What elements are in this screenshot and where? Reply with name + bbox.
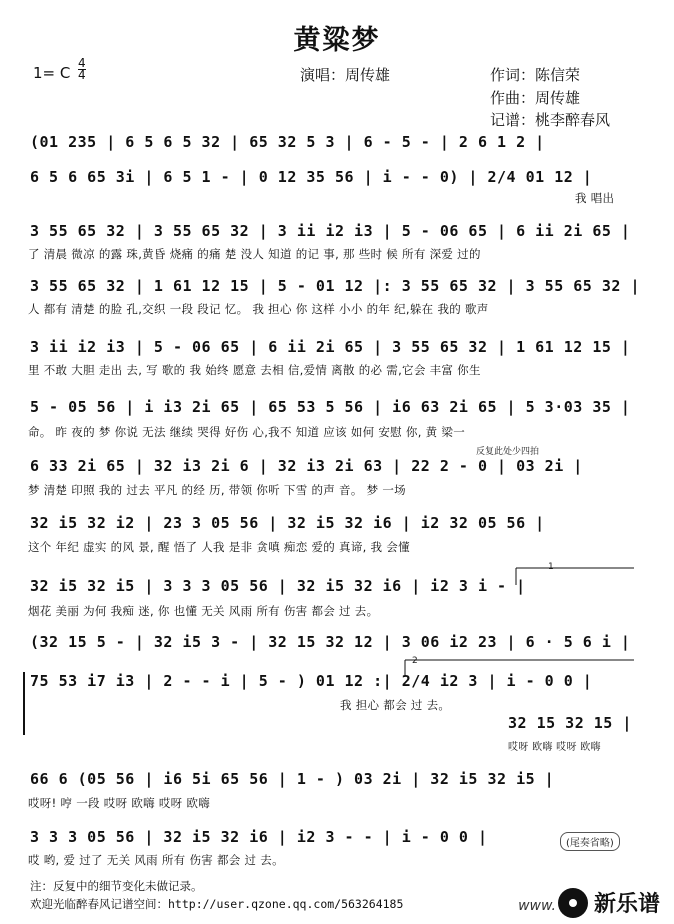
score-row-2: 6 5 6 65 3i | 6 5 1 - | 0 12 35 56 | i - - 0) | 2/4 01 12 | [30, 168, 593, 186]
score-row-8: 32 i5 32 i2 | 23 3 05 56 | 32 i5 32 i6 | i2 32 05 56 | [30, 514, 545, 532]
score-row-11: 75 53 i7 i3 | 2 - - i | 5 - ) 01 12 :| 2/4 i2 3 | i - 0 0 | [30, 672, 593, 690]
lyrics-row-13: 哎呀! 哼 一段 哎呀 欧嗨 哎呀 欧嗨 [28, 796, 211, 810]
composer-credit: 作曲：周传雄 [490, 89, 581, 107]
page-title: 黄粱梦 [293, 25, 381, 56]
lyrics-row-11: 我 担心 都会 过 去。 [340, 698, 451, 712]
transcriber-credit: 记谱：桃李醉春风 [490, 111, 611, 129]
lyrics-row-7: 梦 清楚 印照 我的 过去 平凡 的经 历, 带领 你听 下雪 的声 音。 梦 一场 [28, 483, 406, 497]
score-row-3: 3 55 65 32 | 3 55 65 32 | 3 ii i2 i3 | 5 - 06 65 | 6 ii 2i 65 | [30, 222, 631, 240]
lyrics-row-12: 哎呀 欧嗨 哎呀 欧嗨 [508, 742, 601, 753]
lyrics-row-8: 这个 年纪 虚实 的风 景, 醒 悟了 人我 是非 贪嗔 痴恋 爱的 真谛, 我 会懂 [28, 540, 410, 554]
score-row-1: (01 235 | 6 5 6 5 32 | 65 32 5 3 | 6 - 5 - | 2 6 1 2 | [30, 133, 545, 151]
disc-icon [558, 888, 588, 918]
lyrics-row-2: 我 唱出 [575, 191, 615, 205]
score-row-6: 5 - 05 56 | i i3 2i 65 | 65 53 5 56 | i6 63 2i 65 | 5 3·03 35 | [30, 398, 631, 416]
lyrics-row-14: 哎 哟, 爱 过了 无关 风雨 所有 伤害 都会 过 去。 [28, 853, 284, 867]
end-note: (尾奏省略) [560, 832, 620, 851]
footer-welcome: 欢迎光临醉春风记谱空间：http://user.qzone.qq.com/563264185 [30, 897, 404, 911]
lyrics-row-4: 人 都有 清楚 的脸 孔,交织 一段 段记 忆。 我 担心 你 这样 小小 的年 纪,躲在 我的 歌声 [28, 302, 489, 316]
brand-logo [558, 887, 660, 918]
score-row-9: 32 i5 32 i5 | 3 3 3 05 56 | 32 i5 32 i6 | i2 3 i - | [30, 577, 526, 595]
lyricist-credit: 作词：陈信荣 [490, 66, 581, 84]
lyrics-row-5: 里 不敢 大胆 走出 去, 写 歌的 我 始终 愿意 去相 信,爱情 离散 的必 需,它会 丰富 你生 [28, 363, 481, 377]
lyrics-row-9: 烟花 美丽 为何 我痴 迷, 你 也懂 无关 风雨 所有 伤害 都会 过 去。 [28, 604, 379, 618]
volta-1-label: 1 [548, 562, 554, 572]
lyrics-row-6: 命。 昨 夜的 梦 你说 无法 继续 哭得 好伤 心,我不 知道 应该 如何 安慰 你, 黄 梁一 [28, 425, 465, 439]
time-sig-top: 4 [78, 56, 86, 70]
time-sig-bottom: 4 [78, 68, 86, 82]
key-signature: 1= C [33, 64, 71, 82]
repeat-annotation: 反复此处少四拍 [476, 447, 540, 457]
score-row-5: 3 ii i2 i3 | 5 - 06 65 | 6 ii 2i 65 | 3 55 65 32 | 1 61 12 15 | [30, 338, 631, 356]
score-row-10: (32 15 5 - | 32 i5 3 - | 32 15 32 12 | 3 06 i2 23 | 6 · 5 6 i | [30, 633, 631, 651]
lyrics-row-3: 了 清晨 微凉 的露 珠,黄昏 烧痛 的痛 楚 没人 知道 的记 事, 那 些时 候 所有 深爱 过的 [28, 247, 481, 261]
watermark-text: www. [518, 898, 556, 914]
volta-2-label: 2 [412, 656, 418, 666]
singer-credit: 演唱：周传雄 [300, 66, 391, 84]
score-row-4: 3 55 65 32 | 1 61 12 15 | 5 - 01 12 |: 3 55 65 32 | 3 55 65 32 | [30, 277, 640, 295]
footer-note: 注：反复中的细节变化未做记录。 [30, 879, 203, 893]
score-row-7: 6 33 2i 65 | 32 i3 2i 6 | 32 i3 2i 63 | 22 2 - 0 | 03 2i | [30, 457, 583, 475]
score-row-14: 3 3 3 05 56 | 32 i5 32 i6 | i2 3 - - | i - 0 0 | [30, 828, 488, 846]
score-row-12: 32 15 32 15 | [508, 714, 632, 732]
brand-logo-text: 新乐谱 [593, 892, 660, 917]
score-row-13: 66 6 (05 56 | i6 5i 65 56 | 1 - ) 03 2i | 32 i5 32 i5 | [30, 770, 555, 788]
